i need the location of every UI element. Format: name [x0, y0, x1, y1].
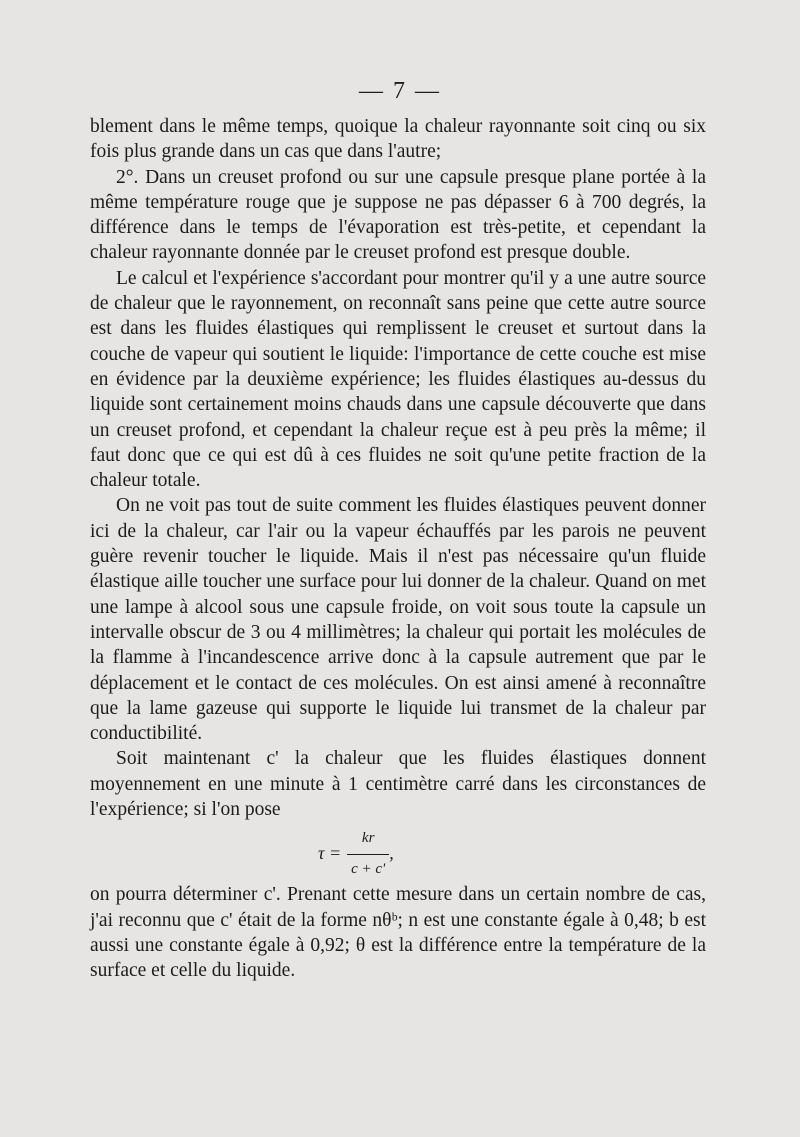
page-number: — 7 —	[359, 78, 441, 104]
formula-numerator: kr	[361, 830, 375, 847]
body-text	[90, 114, 706, 984]
paragraph-4: On ne voit pas tout de suite comment les fluides élastiques peuvent donner ici de la chaleur, car l'air ou la vapeur échauffés par les parois ne peuvent guère revenir toucher le liquide. Mais il n'est pas nécessaire qu'un fluide élastique aille toucher une surface pour lui donner de la chaleur. Quand on met une lampe à alcool sous une capsule froide, on voit sous toute la capsule un intervalle obscur de 3 ou 4 millimètres; la chaleur qui portait les molécules de la flamme à l'incandescence arrive donc à la capsule autrement que par le déplacement et le contact de ces molécules. On est ainsi amené à reconnaître que la lame gazeuse qui supporte le liquide lui transmet de la chaleur par conductibilité.	[90, 495, 706, 745]
paragraph-3: Le calcul et l'expérience s'accordant pour montrer qu'il y a une autre source de chaleur que le rayonnement, on reconnaît sans peine que cette autre source est dans les fluides élastiques qui remplissent le creuset et surtout dans la couche de vapeur qui soutient le liquide: l'importance de cette couche est mise en évidence par la deuxième expérience; les fluides élastiques au-dessus du liquide sont certainement moins chauds dans une capsule découverte que dans un creuset profond, et cependant la chaleur reçue est à peu près la même; il faut donc que ce qui est dû à ces fluides ne soit qu'une petite fraction de la chaleur totale.	[90, 267, 706, 492]
closing-paragraph: on pourra déterminer c'. Prenant cette mesure dans un certain nombre de cas, j'ai reconnu que c' était de la forme nθᵇ; n est une constante égale à 0,48; b est aussi une constante égale à 0,92; θ est la différence entre la température de la surface et celle du liquide.	[90, 884, 706, 982]
paragraph-1: blement dans le même temps, quoique la chaleur rayonnante soit cinq ou six fois plus grande dans un cas que dans l'autre;	[90, 116, 706, 163]
paragraph-2: 2°. Dans un creuset profond ou sur une capsule presque plane portée à la même température rouge que je suppose ne pas dépasser 6 à 700 degrés, la différence dans le temps de l'évaporation est très-petite, et cependant la chaleur rayonnante donnée par le creuset profond est presque double.	[90, 166, 706, 264]
paragraph-5: Soit maintenant c' la chaleur que les fluides élastiques donnent moyennement en une minute à 1 centimètre carré dans les circonstances de l'expérience; si l'on pose	[90, 748, 706, 821]
formula-lhs: τ =	[318, 843, 342, 864]
formula-trailing: ,	[389, 843, 394, 864]
formula-denominator: c + c'	[347, 854, 389, 882]
formula	[90, 822, 706, 882]
formula-fraction	[347, 826, 389, 882]
